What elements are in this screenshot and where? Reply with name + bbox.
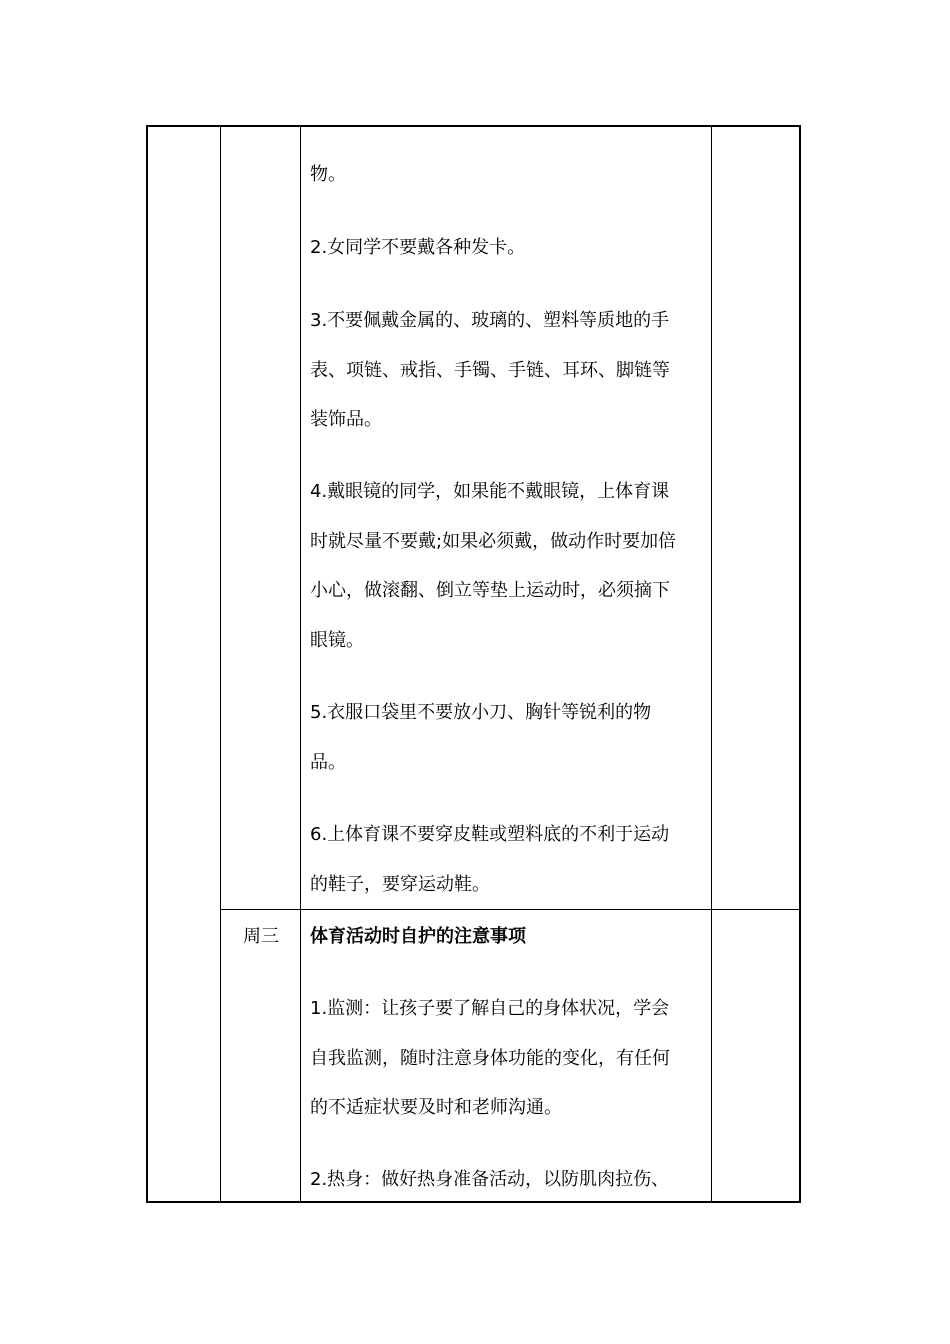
content-line: 4.戴眼镜的同学，如果能不戴眼镜，上体育课 [310, 481, 670, 502]
content-line: 表、项链、戒指、手镯、手链、耳环、脚链等 [310, 360, 670, 381]
content-line: 3.不要佩戴金属的、玻璃的、塑料等质地的手 [310, 310, 670, 331]
content-line: 眼镜。 [310, 630, 364, 651]
column-divider [711, 127, 712, 1201]
content-line: 自我监测，随时注意身体功能的变化，有任何 [310, 1048, 670, 1069]
day-label: 周三 [243, 926, 279, 947]
column-divider [300, 127, 301, 1201]
content-line: 品。 [310, 752, 346, 773]
content-line: 6.上体育课不要穿皮鞋或塑料底的不利于运动 [310, 824, 670, 845]
section-heading: 体育活动时自护的注意事项 [310, 926, 526, 947]
content-line: 小心，做滚翻、倒立等垫上运动时，必须摘下 [310, 580, 670, 601]
content-line: 2.女同学不要戴各种发卡。 [310, 237, 526, 258]
row-divider [220, 909, 799, 910]
content-line: 的不适症状要及时和老师沟通。 [310, 1097, 562, 1118]
content-line: 时就尽量不要戴;如果必须戴，做动作时要加倍 [310, 531, 677, 552]
content-line: 2.热身：做好热身准备活动，以防肌肉拉伤、 [310, 1169, 670, 1190]
schedule-table [146, 125, 801, 1203]
content-line: 的鞋子，要穿运动鞋。 [310, 874, 490, 895]
content-line: 5.衣服口袋里不要放小刀、胸针等锐利的物 [310, 702, 652, 723]
content-line: 装饰品。 [310, 409, 382, 430]
column-divider [220, 127, 221, 1201]
content-line: 1.监测：让孩子要了解自己的身体状况，学会 [310, 998, 670, 1019]
content-line: 物。 [310, 164, 346, 185]
